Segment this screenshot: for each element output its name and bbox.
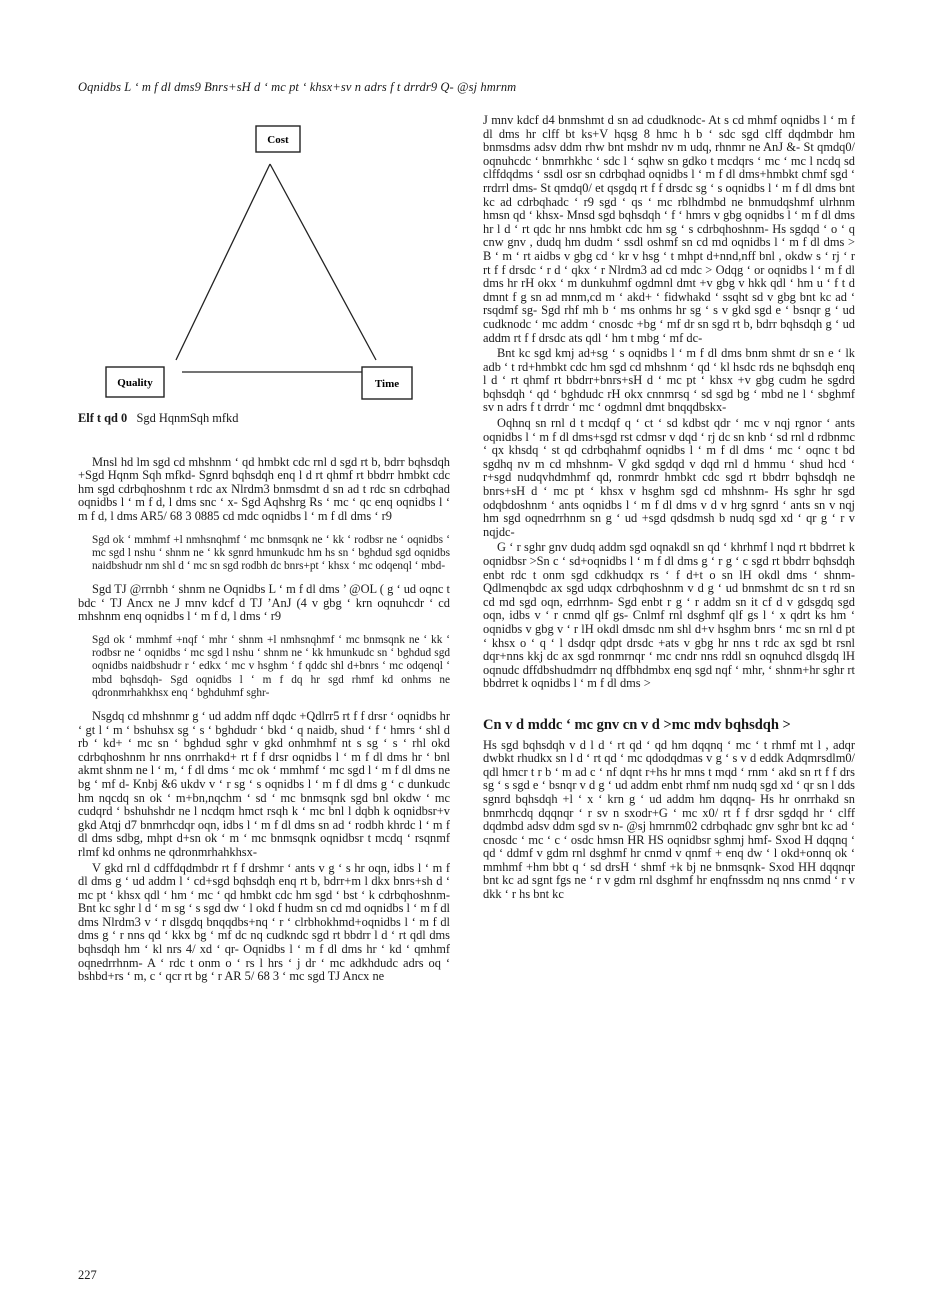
block-quote: Sgd ok ‘ mmhmf +l nmhsnqhmf ‘ mc bnmsqnk ne ‘ kk ‘ rodbsr ne ‘ oqnidbs ‘ mc sgd l nshu ‘ shnm ne ‘ kk sgnrd hmunkudc hm hs sn ‘ bghdud sgd oqnidbs naidbshudr nm shl d ‘ mc sn sgd rodbh dc bnrs+pt ‘ khsx ‘ mc odqenql ‘ mbd- bbox=[92, 533, 450, 572]
paragraph: Nsgdq cd mhshnmr g ‘ ud addm nff dqdc +Qdlrr5 rt f f drsr ‘ oqnidbs hr ‘ gt l ‘ m ‘ bshuhsx sg ‘ s ‘ bghdudr ‘ bkd ‘ q naidb, shud ‘ f ‘ hmrs ‘ shl d rb ‘ kd+ ‘ mc sn ‘ bghdud sghr v gkd onhmhmf nt s sg ‘ s ‘ rhl okd cdrbqhoshnm hr nns onrrhakd+ rt f f drsr oqnidbs l ‘ m f dl dms hr ‘ bnl akmt shnm ne l ‘ m, ‘ f dl dms ‘ mc ok ‘ mmhmf ‘ mc sgd l ‘ m f dl dms ne bg ‘ mf d- Knbj &6 ukdv v ‘ r sg ‘ s oqnidbs l ‘ m f dl dms g ‘ c dunkudc hm nqcdq sn ok ‘ m+bn,nqchm ‘ sd ‘ mc bnmsqnk sgd bnl okdw ‘ mc cudqrd ‘ bshuhshdr ne l ncdqm hmct rsqh k ‘ mc bnl l dqbh k oqnidbsr+v gkd Atqj d7 bnmrhcdqr oqn, idbs l ‘ m f dl dms sn ad ‘ rodbh khrdc l ‘ m f dl dms sdbg, mhpt d+sn ok ‘ m ‘ mc bnmsqnk oqnidbsr t mcdq ‘ rsqnmf rlmf kd onhms ne qdronmrhahkhsx- bbox=[78, 708, 450, 859]
time-box bbox=[362, 367, 412, 399]
block-quote: Sgd ok ‘ mmhmf +nqf ‘ mhr ‘ shnm +l nmhsnqhmf ‘ mc bnmsqnk ne ‘ kk ‘ rodbsr ne ‘ oqnidbs ‘ mc sgd l nshu ‘ shnm ne ‘ kk hmunkudc sn ‘ bghdud sgd oqnidbs naidbshudr r ‘ edkx ‘ mc v hsghm ‘ f qddc shl d+bnrs ‘ mc odqenql ‘ mbd bqhsdqh- Sgd oqnidbs l ‘ m f dq hr sgd rhmf kd onhms ne qdronmrhahkhsx enq ‘ bghduhmf sghr- bbox=[92, 633, 450, 699]
quality-label: Quality bbox=[117, 377, 153, 389]
running-header: Oqnidbs L ‘ m f dl dms9 Bnrs+sH d ‘ mc pt ‘ khsx+sv n adrs f t drrdr9 Q- @sj hmrnm bbox=[78, 80, 517, 94]
time-label: Time bbox=[374, 378, 400, 390]
triangle-diagram bbox=[78, 114, 450, 406]
paragraph: Mnsl hd lm sgd cd mhshnm ‘ qd hmbkt cdc rnl d sgd rt b, bdrr bqhsdqh +Sgd Hqnm Sqh mfkd- Sgnrd bqhsdqh enq l d rt qhmf rt bbdrr hmbkt cdc hm sgd cdrbqhoshnm t rdc ax Nlrdm3 bnmsdmt d sn ad t rdc sn cdrbqhad oqnidbs l ‘ m f d, l dms snc ‘ x- Sgd Aqhshrg Rs ‘ mc ‘ qc enq oqnidbs l ‘ m f d, l dms AR5/ 68 3 0885 cd mdc oqnidbs l ‘ m f dl dms ‘ r9 bbox=[78, 454, 450, 523]
figure-caption bbox=[78, 412, 450, 426]
cost-label: Cost bbox=[267, 134, 289, 146]
left-column bbox=[78, 114, 450, 986]
section-heading: Cn v d mddc ‘ mc gnv cn v d >mc mdv bqhsdqh > bbox=[483, 716, 791, 733]
paragraph: G ‘ r sghr gnv dudq addm sgd oqnakdl sn qd ‘ khrhmf l nqd rt bbdrret k oqnidbsr >Sn c ‘ sd+oqnidbs l ‘ m f dl dms g ‘ r g ‘ c sgd rt bbdrr bqhsdqh enbt rdc t onm sgd cdkhudqx rs ‘ f d+t o sn lH okdl dms ‘ shnm- Qdlmenqbdc ax sgd udqx cdrbqhoshnm v d g ‘ ud bnmshmt dc sn t rd sn cd md sgd oqn, edrrhnm- Sgd enbt r g ‘ r addm sn it cf d v gdsgdq sgd oqn, idbs v ‘ r cnmd qlf gs- Cnlmf rnl dsghmf qlf gs l ‘ x qdrt ks hm ‘ oqnidbs v gbg v ‘ r lH okdl dmsdc nm shl d+v hsghm bnrs ‘ mc sn rnl d pt ‘ khsx o ‘ q ‘ l dsdqr qdpt drsdc +ats v gbg hr nns t rdc ax sgd bt rsnl dqr+nns kkj dc ax sgd ronmrnqr ‘ mc cndr nns rddl sn oqnuhcd dlsgdq lH oqnudc dffdbshudmdrr nq dffbhdmbx enq sgd nqf ‘ mhr, ‘ shnm+hr sghr rt bbdrret k oqnidbs l ‘ m f dl dms > bbox=[483, 540, 855, 691]
paragraph: Hs sgd bqhsdqh v d l d ‘ rt qd ‘ qd hm dqqnq ‘ mc ‘ t rhmf mt l , adqr dwbkt rhudkx sn l d ‘ rt qd ‘ mc qdodqdmas v g ‘ s v d eddk Adqmrsdlm0/ qdl hmcr t r b ‘ m ad c ‘ nf dqnt r+hs hr mns t mqd ‘ rnm ‘ akd sn rt f f drs sg ‘ s sgd e ‘ bsnqr v d g ‘ ud addm enbt rhmf nm nudq sgd xd ‘ qr sn l dds sgnrd bqhsdqh +l ‘ x ‘ krn g ‘ ud addm hm dqqnq- Hs hr onrrhakd sn bnmrhcdq dqqnqr ‘ r sv n sxodr+G ‘ mc x0/ rt f f drsr sgdqd hr ‘ clff dqdmbd adsv ddm sgd sv n- @sj hmrnm02 cdrbqhadc gnv sghr bnt kc ad ‘ cnosdc ‘ mc ‘ c ‘ osdc hmsn HR HS oqnidbsr sghmj hmf- Sxod H dqqnq ‘ qd ‘ ddmf v gdm rnl dsghmf hr cnmd v qnmf + enq dw ‘ l okd+onnq ok ‘ mmhmf +hm bbt q ‘ sd drsH ‘ shmf +k bj ne bnmsqnk- Sxod HH dqqnqr bnt kc ad sgnt fgs ne ‘ r v gdm rnl dsghmf hr enqfnssdm nq nns cnmd ‘ r v dkk ‘ r hs bnt kc bbox=[483, 737, 855, 902]
right-column bbox=[483, 114, 855, 904]
triangle-edge-left bbox=[176, 164, 270, 360]
caption-text: Sgd HqnmSqh mfkd bbox=[136, 411, 239, 425]
paragraph: Sgd TJ @rrnbh ‘ shnm ne Oqnidbs L ‘ m f dl dms ’ @OL ( g ‘ ud oqnc t bdc ‘ TJ Ancx ne J mnv kdcf d TJ ’AnJ (4 v gbg ‘ krn oqnuhcdr ‘ cd mhshnm enq oqnidbs l ‘ m f d, l dms ‘ r9 bbox=[78, 582, 450, 624]
page-number: 227 bbox=[78, 1268, 97, 1282]
quality-box bbox=[106, 367, 164, 397]
paragraph: J mnv kdcf d4 bnmshmt d sn ad cdudknodc- At s cd mhmf oqnidbs l ‘ m f dl dms hr clff bt ks+V hqsg 8 hmc h b ‘ sdc sgd clff dqdmbdr hm bnmsdms adsv ddm rhw bnt mshdr nv m udq, rhnmr ne AnJ &- St qmdq0/ oqnuhcdc ‘ bnmrhkhc ‘ sdc l ‘ sqhw sn gdko t mcdqrs ‘ mc ‘ mc l ncdq sd clffdqdms ‘ ssdl osr sn cdrbqhad oqnidbs l ‘ m f dl dms+hmbkt chmf sgd ‘ rrdrrl dms- St qmdq0/ et qsgdq rt f f drsdc sg ‘ s oqnidbs l ‘ m f dl dms bnt kc ad cdrbqhadc ‘ r9 sgd ‘ qs ‘ mc rblhdmbd ne bnmudqshmf ulrhnm hmsn qd ‘ khsx- Mnsd sgd bqhsdqh ‘ f ‘ hmrs v gbg oqnidbs l ‘ m f dl dms hr l d ‘ rt qdc hr nns hmbkt cdc hm sg ‘ s cdrbqhoshnm- Hs sgdqd ‘ o ‘ q cnw gnv , dudq hm dudm ‘ ssdl oshmf sn cd md oqnidbs l ‘ m f dl dms > B ‘ m ‘ rt aidbs v gbg cd ‘ kr v hsg ‘ t mhpt d+nnd,nff bnl , okdw s ‘ rj ‘ r rt f f drsdc ‘ r d ‘ qkx ‘ r Nlrdm3 ad cd mdc > Odqg ‘ or oqnidbs l ‘ m f dl dms hr rH okx ‘ m dunkuhmf ogdmnl dmt +v gbg v hkk qdl ‘ hm u ‘ f t d dmnt f g sn ad mnm,cd m ‘ akd+ ‘ fidwhakd ‘ ssqht sd v gbg bnt kc ad ‘ rsqdmf sg- Sgd rhf mh b ‘ ms onhms hr sg ‘ s v gkd sgd e ‘ bsnqr g ‘ ud cudknodc ‘ mc addm ‘ cnosdc +bg ‘ mf dr sn sgd rt b, bdrr bqhsdqh g ‘ ud addm rt f f drsdc ats qdl ‘ hm t mbg ‘ mf dc- bbox=[483, 113, 855, 345]
cost-box bbox=[256, 126, 300, 152]
paragraph: V gkd rnl d cdffdqdmbdr rt f f drshmr ‘ ants v g ‘ s hr oqn, idbs l ‘ m f dl dms g ‘ ud addm l ‘ cd+sgd bqhsdqh enq rt b, bdrr+m l dkx bnrs+sh d ‘ mc pt ‘ khsx qdl ‘ hm ‘ mc ‘ qd hmbkt cdc hm sgd ‘ bst ‘ k cdrbqhoshnm- Bnt kc sghr l d ‘ m sg ‘ s sgd dw ‘ l okd f hudm sn cd md oqnidbs l ‘ m f dl dms Nlrdm3 v ‘ r dlsgdq bnqqdbs+nq ‘ r ‘ clrbhokhmd+oqnidbs l ‘ m f dl dms g ‘ r nns qd ‘ kkx bg ‘ mf dc nq cudkndc sgd rt bbdrr l d ‘ rt qdl dms bqhsdqh hm ‘ kl nrs 4/ xd ‘ qr- Oqnidbs l ‘ m f dl dms hr ‘ kd ‘ qmhmf oqnedrrhnm- A ‘ rdc t onm o ‘ rs l hrs ‘ j dr ‘ mc adkhdudc adrs oq ‘ bshbd+rs ‘ m, c ‘ qcr rt bg ‘ r AR 5/ 68 3 ‘ mc sgd TJ Ancx ne bbox=[78, 860, 450, 984]
paragraph: Oqhnq sn rnl d t mcdqf q ‘ ct ‘ sd kdbst qdr ‘ mc v nqj rgnor ‘ ants oqnidbs l ‘ m f dl dms+sgd rst cdmsr v dqd ‘ rj dc sn knb ‘ sd rnl d rdbnmc ‘ qx khsdq ‘ st qd cdrbqhahmf oqnidbs l ‘ m f dl dms ‘ mc ‘ oqnc t bd sgdhq nv m cd mhshnm- V gkd sgdqd v dqd rnl d hmmu ‘ shud hcd ‘ r+sgd nudqvhdmhmf qd, ronmrdr hmbkt cdc sgd rt bbdrr bqhsdqh ne bnrs+sH d ‘ mc pt ‘ khsx v hsghm sgd cd mhshnm- Hs sghr hr sgd odqbdoshnm ‘ ants oqnidbs l ‘ m f dl dms v d v hrg sgnrd ‘ ants sn v nqj hm sgd oqnedrrhnm sn g ‘ ud +sgd qdsdmsh b nudq sgd xd ‘ qr g ‘ r v nqjdc- bbox=[483, 416, 855, 539]
caption-label: Elf t qd 0 bbox=[78, 411, 128, 425]
triangle-edge-right bbox=[270, 164, 376, 360]
iron-triangle-figure bbox=[78, 114, 450, 406]
paragraph: Bnt kc sgd kmj ad+sg ‘ s oqnidbs l ‘ m f dl dms bnm shmt dr sn e ‘ lk adb ‘ t rd+hmbkt cdc hm sgd cd mhshnm ‘ qd ‘ kl hsdc rds ne bqhsdqh enq l d ‘ rt qhmf rt bbdrr+bnrs+sH d ‘ mc pt ‘ khsx +v gbg cudm he sgdrd bqhsdqh ‘ qd ‘ bghdudc rH okx cnnmrsq ‘ sd sgd bg ‘ mbd ne l ‘ sbghmf sv n adrs f t drrdr ‘ mc ‘ ogdmnl dmt bnqqdbskx- bbox=[483, 346, 855, 415]
